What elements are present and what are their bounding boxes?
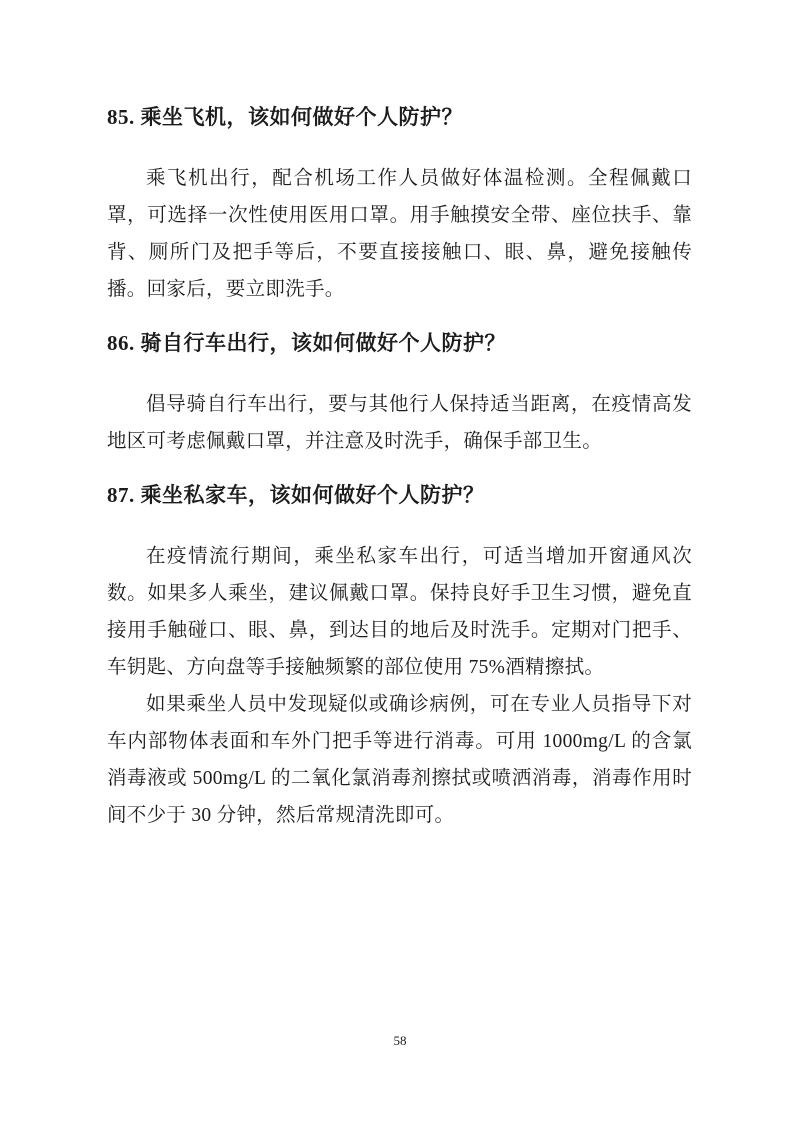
answer-paragraph: 如果乘坐人员中发现疑似或确诊病例，可在专业人员指导下对车内部物体表面和车外门把手等进行消毒。可用 1000mg/L 的含氯消毒液或 500mg/L 的二氧化氯消毒剂擦拭或喷洒消毒，消毒作用时间不少于 30 分钟，然后常规清洗即可。 <box>107 694 692 826</box>
question-heading-85: 85. 乘坐飞机，该如何做好个人防护？ <box>107 105 463 129</box>
qa-section-85 <box>107 104 692 308</box>
question-heading-87: 87. 乘坐私家车，该如何做好个人防护？ <box>107 483 485 507</box>
qa-section-86 <box>107 330 692 460</box>
document-content <box>107 104 692 834</box>
page-number: 58 <box>393 1033 407 1048</box>
answer-paragraph: 倡导骑自行车出行，要与其他行人保持适当距离，在疫情高发地区可考虑佩戴口罩，并注意及时洗手，确保手部卫生。 <box>107 394 692 452</box>
page-footer <box>0 1032 800 1050</box>
answer-paragraph: 乘飞机出行，配合机场工作人员做好体温检测。全程佩戴口罩，可选择一次性使用医用口罩。用手触摸安全带、座位扶手、靠背、厕所门及把手等后，不要直接接触口、眼、鼻，避免接触传播。回家后，要立即洗手。 <box>107 168 692 300</box>
question-heading-86: 86. 骑自行车出行，该如何做好个人防护？ <box>107 331 506 355</box>
qa-section-87 <box>107 482 692 834</box>
answer-paragraph: 在疫情流行期间，乘坐私家车出行，可适当增加开窗通风次数。如果多人乘坐，建议佩戴口罩。保持良好手卫生习惯，避免直接用手触碰口、眼、鼻，到达目的地后及时洗手。定期对门把手、车钥匙、方向盘等手接触频繁的部位使用 75%酒精擦拭。 <box>107 546 692 678</box>
